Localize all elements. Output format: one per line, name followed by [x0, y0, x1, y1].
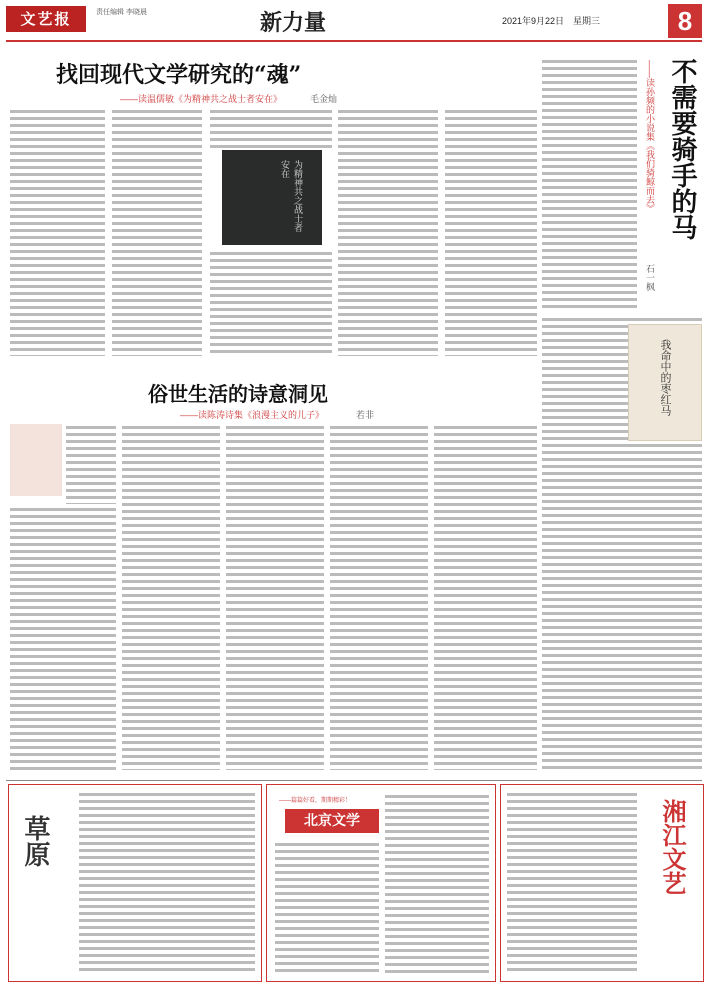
ad-caoyuan-toc [79, 791, 255, 975]
article2-column [330, 424, 428, 770]
article2-column [10, 506, 116, 770]
article1-column [338, 108, 438, 356]
book-cover-1 [222, 150, 322, 245]
ad-beijing-slogan: ——篇篇好看，期期精彩！ [279, 798, 352, 804]
newspaper-logo: 文艺报 [6, 6, 86, 32]
author-photo [10, 424, 62, 496]
article1-column [112, 108, 202, 356]
ad-caoyuan [8, 784, 262, 982]
footer-divider [6, 780, 702, 781]
ad-beijing-wenxue [266, 784, 496, 982]
article2-column [122, 424, 220, 770]
article1-column [10, 108, 105, 356]
ad-caoyuan-title: 草原 [20, 815, 50, 867]
book-cover-2 [628, 324, 702, 441]
article1-column [445, 108, 537, 356]
article2-author: 若非 [356, 410, 375, 420]
article1-column [210, 108, 332, 148]
article3-column [542, 58, 637, 308]
ad-xiangjiang-wenyi [500, 784, 704, 982]
ad-beijing-toc [385, 793, 489, 975]
article1-author: 毛金灿 [310, 94, 338, 104]
ad-beijing-toc [275, 841, 379, 975]
article2-title: 俗世生活的诗意洞见 [148, 382, 328, 406]
book-cover-1-title: 为精神共之战士者安在 [279, 160, 302, 232]
article2-column [226, 424, 324, 770]
editor-info: 责任编辑 李晓晨 [96, 9, 147, 16]
article2-column [434, 424, 537, 770]
article3-author: 石一枫 [645, 264, 655, 291]
ad-beijing-title: 北京文学 [285, 809, 379, 833]
article1-subtitle: ——读温儒敏《为精神共之战士者安在》 [120, 94, 283, 104]
issue-date: 2021年9月22日 星期三 [502, 16, 601, 26]
book-cover-2-title: 我命中的枣红马 [659, 339, 672, 416]
article3-subtitle: ——读孙频的小说集《我们骑鲸而去》 [645, 60, 655, 213]
ad-xiangjiang-toc [507, 791, 637, 975]
article1-column [210, 250, 332, 356]
article2-column [66, 424, 116, 504]
article3-title: 不需要骑手的马 [667, 58, 697, 240]
ad-xiangjiang-title: 湘江文艺 [658, 799, 687, 895]
article2-subtitle: ——读陈涛诗集《浪漫主义的儿子》 [180, 410, 325, 420]
section-title: 新力量 [260, 10, 327, 36]
page-number: 8 [668, 4, 702, 38]
article1-title: 找回现代文学研究的“魂” [56, 62, 302, 88]
